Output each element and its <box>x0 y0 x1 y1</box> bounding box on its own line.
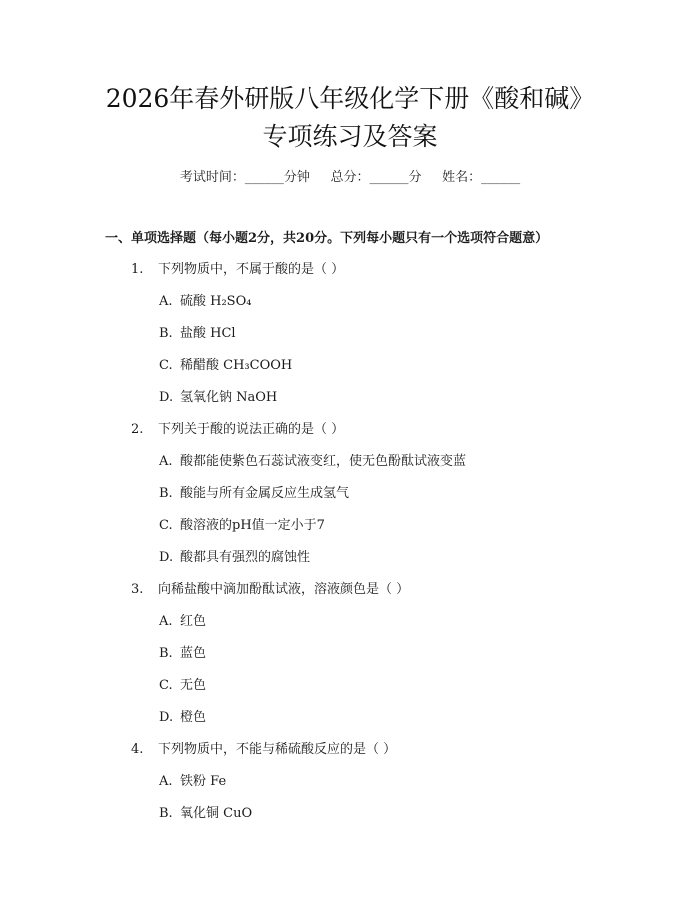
option-letter: D. <box>159 550 174 565</box>
option-letter: A. <box>159 774 173 789</box>
option-text: 稀醋酸 CH₃COOH <box>180 358 293 373</box>
option-letter: B. <box>159 646 173 661</box>
option-text: 氧化铜 CuO <box>180 806 253 821</box>
option-text: 氢氧化钠 NaOH <box>180 390 278 405</box>
question-number: 1. <box>131 262 144 277</box>
question-3-option-b <box>159 644 206 664</box>
option-letter: B. <box>159 806 173 821</box>
option-letter: C. <box>159 518 173 533</box>
option-letter: A. <box>159 614 173 629</box>
section-heading: 一、单项选择题（每小题2分，共20分。下列每小题只有一个选项符合题意） <box>105 231 549 246</box>
question-text: 向稀盐酸中滴加酚酞试液，溶液颜色是（ ） <box>158 582 410 597</box>
question-1-option-d <box>159 388 277 408</box>
option-text: 盐酸 HCl <box>180 326 236 341</box>
option-text: 酸都具有强烈的腐蚀性 <box>180 550 311 565</box>
question-number: 3. <box>131 582 144 597</box>
option-text: 蓝色 <box>180 646 207 661</box>
question-1-option-c <box>159 356 292 376</box>
option-letter: C. <box>159 358 173 373</box>
question-number: 2. <box>131 422 144 437</box>
exam-meta-line: 考试时间：______分钟 总分：______分 姓名：______ <box>179 170 521 185</box>
option-letter: C. <box>159 678 173 693</box>
option-text: 无色 <box>180 678 207 693</box>
question-3-option-a <box>159 612 206 632</box>
question-1-option-a <box>159 292 251 312</box>
question-4-option-b <box>159 804 252 824</box>
option-text: 铁粉 Fe <box>180 774 227 789</box>
question-4-option-a <box>159 772 226 792</box>
option-letter: B. <box>159 486 173 501</box>
option-text: 红色 <box>180 614 207 629</box>
option-text: 酸能与所有金属反应生成氢气 <box>180 486 350 501</box>
option-text: 酸溶液的pH值一定小于7 <box>180 518 325 533</box>
question-1 <box>131 260 344 280</box>
question-2-option-d <box>159 548 310 568</box>
option-text: 酸都能使紫色石蕊试液变红，使无色酚酞试液变蓝 <box>180 454 467 469</box>
question-2-option-b <box>159 484 349 504</box>
option-letter: D. <box>159 710 174 725</box>
question-text: 下列物质中，不属于酸的是（ ） <box>158 262 345 277</box>
question-3-option-d <box>159 708 206 728</box>
option-letter: B. <box>159 326 173 341</box>
question-2-option-c <box>159 516 325 536</box>
question-2-option-a <box>159 452 466 472</box>
question-4 <box>131 740 396 760</box>
option-text: 橙色 <box>180 710 207 725</box>
question-2 <box>131 420 344 440</box>
question-number: 4. <box>131 742 144 757</box>
option-letter: A. <box>159 294 173 309</box>
option-letter: A. <box>159 454 173 469</box>
question-text: 下列关于酸的说法正确的是（ ） <box>158 422 345 437</box>
document-title-line2: 专项练习及答案 <box>262 122 438 151</box>
option-letter: D. <box>159 390 174 405</box>
question-3 <box>131 580 409 600</box>
question-3-option-c <box>159 676 206 696</box>
question-text: 下列物质中，不能与稀硫酸反应的是（ ） <box>158 742 397 757</box>
option-text: 硫酸 H₂SO₄ <box>180 294 252 309</box>
question-1-option-b <box>159 324 236 344</box>
document-title-line1: 2026年春外研版八年级化学下册《酸和碱》 <box>105 84 595 113</box>
